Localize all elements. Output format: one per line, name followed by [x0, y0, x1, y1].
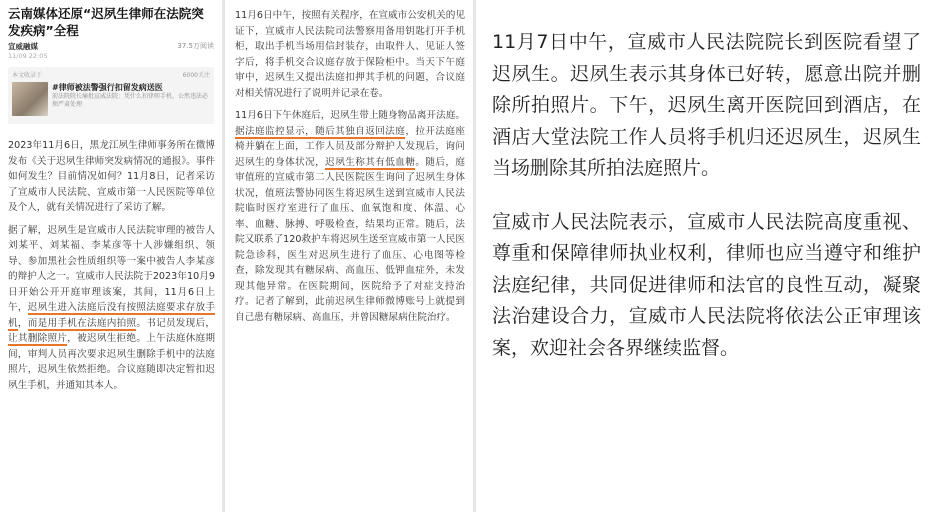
highlight: 据法庭监控显示，随后其独自返回法庭 [235, 125, 406, 137]
related-label: 本文收录于 [12, 72, 43, 79]
article-column-2 [227, 0, 473, 512]
related-topic-card[interactable] [8, 67, 214, 124]
highlight: 迟夙生进入法庭后没有按照法庭要求存放手机 [8, 302, 216, 329]
article-body-3 [492, 27, 921, 364]
publish-date: 11/09 22:05 [8, 52, 48, 60]
source-name[interactable]: 宣威融媒 [8, 42, 38, 51]
paragraph: 11月7日中午，宣威市人民法院院长到医院看望了迟夙生。迟夙生表示其身体已好转，愿意出院并删除所拍照片。下午，迟夙生离开医院回到酒店，在酒店大堂法院工作人员将手机归还迟夙生，迟夙生当场删除其所拍法庭照片。 [492, 31, 921, 179]
article-column-3 [478, 0, 935, 512]
follow-count: 6000关注 [182, 72, 210, 79]
column-divider [222, 0, 225, 512]
topic-title: #律师被法警强行扣留发病送医 [52, 83, 163, 92]
paragraph: 宣威市人民法院表示，宣威市人民法院高度重视、尊重和保障律师执业权利，律师也应当遵守和维护法庭纪律，共同促进律师和法官的良性互动，凝聚法治建设合力，宣威市人民法院将依法公正审理该案，欢迎社会各界继续监督。 [492, 210, 921, 359]
paragraph: 11月6日下午休庭后，迟夙生带上随身物品离开法庭。据法庭监控显示，随后其独自返回法庭，拉开法庭座椅并躺在上面，工作人员及部分辩护人发现后，询问迟夙生的身体状况，迟夙生称其有低血糖。随后，庭审值班的宣威市第二人民医院医生询问了迟夙生身体状况，值班法警协同医生将迟夙生送到宣威市人民法院临时医疗室进行了血压、血氧饱和度、体温、心率、血糖、脉搏、呼吸检查，结果均正常。随后，法院又联系了120救护车将迟夙生送至宣威市第一人民医院急诊科，医生对迟夙生进行了血压、心电图等检查，除发现其有糖尿病、高血压、低钾血症外，未发现其他异常。在医院期间，医院给予了对症支持治疗。记者了解到，此前迟夙生律师微博账号上就提到自己患有糖尿病、高血压，并曾因糖尿病住院治疗。 [235, 110, 466, 323]
article-meta [8, 41, 214, 52]
column-divider [473, 0, 476, 512]
paragraph: 11月6日中午，按照有关程序，在宣威市公安机关的见证下，宣威市人民法院司法警察用备用钥匙打开手机柜，取出手机当场用信封装存，由取件人、见证人签字后，将手机交合议庭存放于保险柜中。当天下午庭审中，迟夙生又提出法庭扣押其手机的问题，合议庭对相关情况进行了说明并记录在卷。 [235, 10, 465, 99]
paragraph: 2023年11月6日，黑龙江夙生律师事务所在微博发布《关于迟夙生律师突发病情况的通报》。事件如何发生？目前情况如何？11月8日，记者采访了宣威市人民法院、宣威市第一人民医院等单位及个人，就有关情况进行了采访了解。 [8, 140, 215, 213]
highlight: 迟夙生称其有低血糖 [325, 156, 416, 168]
topic-thumbnail [12, 82, 48, 116]
highlight: 而是用手机在法庭内拍照 [27, 317, 137, 329]
topic-subtitle: 前法院院长痛批宣威法院：凭什么扣律师手机，公然违法必须严肃处理 [52, 93, 209, 108]
article-title: 云南媒体还原“迟夙生律师在法院突发疾病”全程 [8, 6, 204, 38]
view-count: 37.5万阅读 [177, 42, 214, 50]
article-body-2 [235, 8, 465, 325]
article-column-1 [0, 0, 222, 512]
highlight: 让其删除照片 [8, 333, 68, 344]
paragraph: 据了解，迟夙生是宣威市人民法院审理的被告人刘某平、刘某福、李某彦等十人涉嫌组织、领导、参加黑社会性质组织等一案中被告人李某彦的辩护人之一。宣威市人民法院于2023年10月9日开始公开开庭审理该案，其间，11月6日上午，迟夙生进入法庭后没有按照法庭要求存放手机，而是用手机在法庭内拍照。书记员发现后，让其删除照片，被迟夙生拒绝。上午法庭休庭期间，审判人员再次要求迟夙生删除手机中的法庭照片，迟夙生依然拒绝。合议庭随即决定暂扣迟夙生手机，并通知其本人。 [8, 224, 216, 391]
article-body-1 [8, 138, 215, 393]
